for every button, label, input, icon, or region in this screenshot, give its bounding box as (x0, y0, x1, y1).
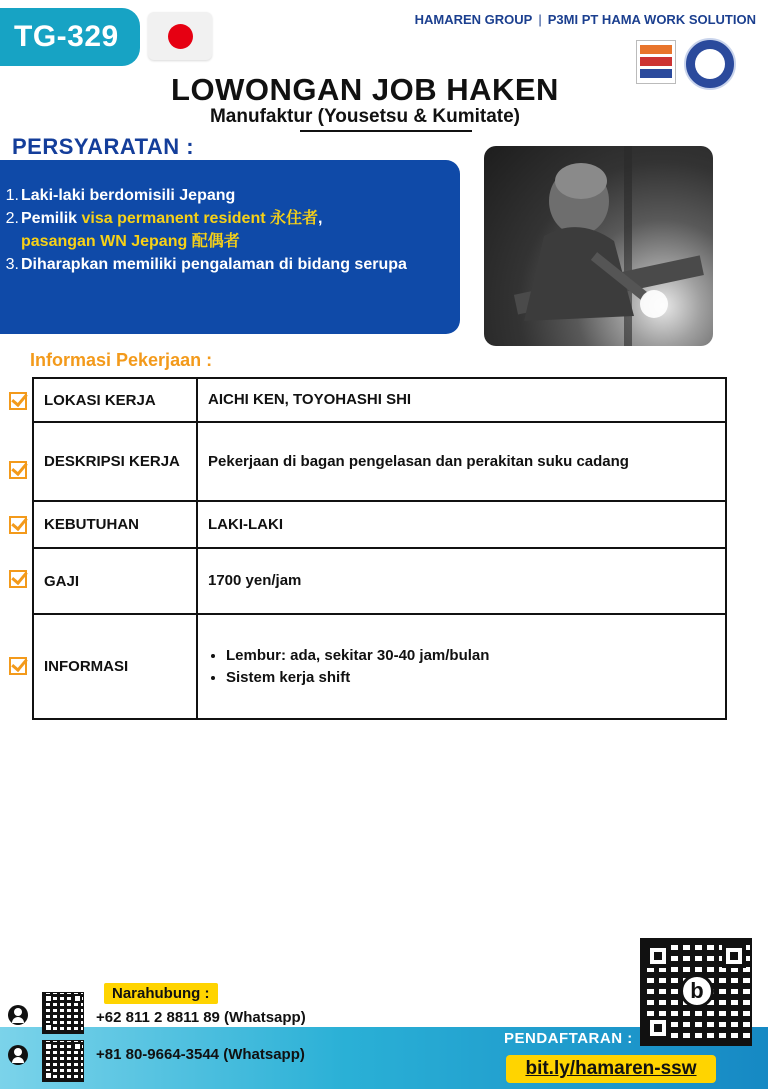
subtitle-underline (300, 130, 472, 132)
requirements-heading: PERSYARATAN : (12, 134, 195, 159)
row-value (197, 614, 726, 719)
row-value: 1700 yen/jam (197, 548, 726, 614)
job-info-table (32, 377, 727, 720)
registration-qr-code (640, 938, 752, 1046)
person-icon (8, 1045, 28, 1065)
job-info-heading: Informasi Pekerjaan : (30, 350, 213, 370)
welder-photo (484, 146, 713, 346)
row-label: INFORMASI (33, 614, 197, 719)
org-separator: | (538, 12, 542, 27)
contact-phone-1[interactable]: +62 811 2 8811 89 (Whatsapp) (96, 1009, 306, 1026)
row-label: DESKRIPSI KERJA (33, 422, 197, 501)
bitly-logo-icon: b (680, 974, 714, 1008)
job-code: TG-329 (14, 20, 119, 53)
checkbox-icon (9, 516, 27, 534)
japan-flag-icon (148, 12, 212, 60)
page-subtitle: Manufaktur (Yousetsu & Kumitate) (209, 106, 520, 127)
info-bullets (208, 645, 715, 689)
row-label: LOKASI KERJA (33, 378, 197, 422)
visa-highlight: visa permanent resident 永住者 (81, 210, 319, 227)
requirement-item: 1. Laki-laki berdomisili Jepang (5, 187, 236, 204)
table-row (33, 501, 726, 548)
table-row (33, 548, 726, 614)
checkbox-icon (9, 570, 27, 588)
contact-phone-2[interactable]: +81 80-9664-3544 (Whatsapp) (96, 1046, 305, 1063)
org-left: HAMAREN GROUP (414, 12, 533, 27)
requirement-item: 2. Pemilik visa permanent resident 永住者, pasangan WN Jepang 配偶者 (5, 210, 323, 250)
contact-qr-code (42, 1040, 84, 1082)
checkbox-icon (9, 461, 27, 479)
registration-label: PENDAFTARAN : (504, 1030, 633, 1047)
row-value: AICHI KEN, TOYOHASHI SHI (197, 378, 726, 422)
welder-illustration (484, 146, 713, 346)
contact-heading: Narahubung : (104, 983, 218, 1004)
table-row (33, 614, 726, 719)
checkbox-icon (9, 657, 27, 675)
row-value: LAKI-LAKI (197, 501, 726, 548)
organization-line (415, 12, 756, 27)
requirement-item: 3. Diharapkan memiliki pengalaman di bidang serupa (5, 256, 407, 273)
requirements-list (0, 184, 450, 276)
job-code-tab (0, 8, 140, 66)
org-right: P3MI PT HAMA WORK SOLUTION (547, 12, 756, 27)
contact-qr-code (42, 992, 84, 1034)
checkbox-icon (9, 392, 27, 410)
registration-link[interactable]: bit.ly/hamaren-ssw (506, 1055, 716, 1083)
row-label: GAJI (33, 548, 197, 614)
spouse-highlight: pasangan WN Jepang 配偶者 (21, 233, 240, 250)
row-label: KEBUTUHAN (33, 501, 197, 548)
person-icon (8, 1005, 28, 1025)
list-item: • Lembur: ada, sekitar 30-40 jam/bulan (226, 645, 715, 667)
row-value: Pekerjaan di bagan pengelasan dan perakitan suku cadang (197, 422, 726, 501)
list-item: • Sistem kerja shift (226, 667, 715, 689)
page-title: LOWONGAN JOB HAKEN (171, 72, 559, 107)
table-row (33, 422, 726, 501)
table-row (33, 378, 726, 422)
